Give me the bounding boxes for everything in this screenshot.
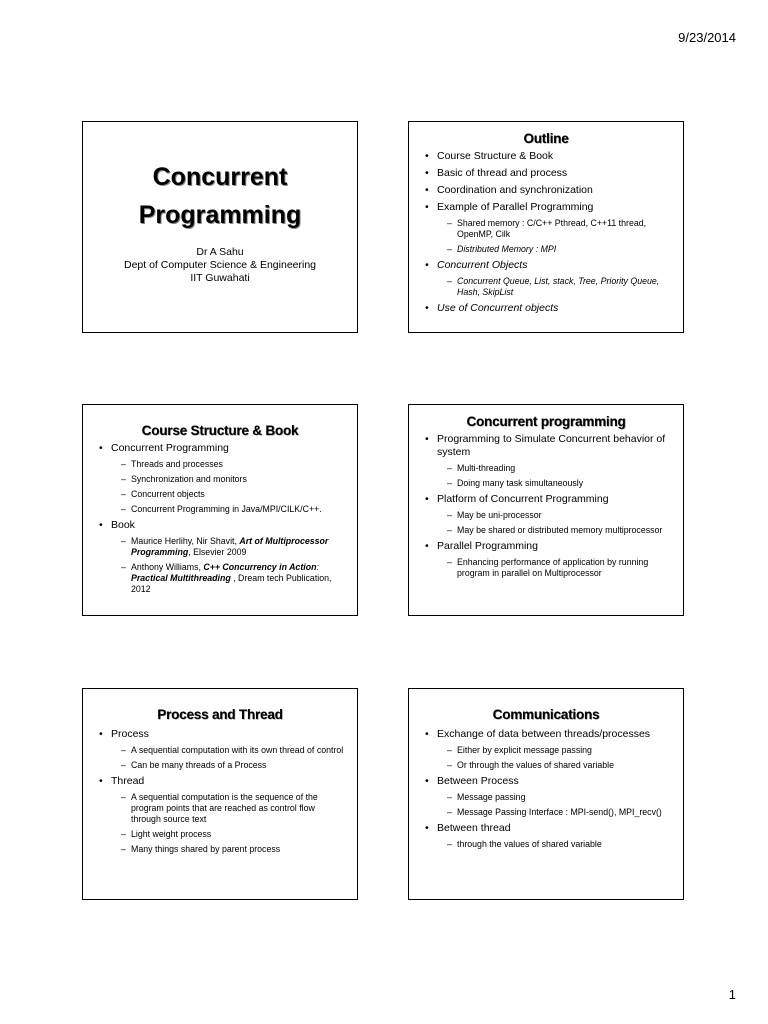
sub-item: – Distributed Memory : MPI <box>447 244 673 255</box>
slide-title-text: Concurrent programming <box>466 414 626 429</box>
slide-title-text: Outline <box>523 131 569 146</box>
book-title: C++ Concurrency in Action <box>203 562 317 572</box>
sub-list <box>111 745 347 771</box>
slide-title-text: Communications <box>492 707 600 722</box>
sub-list <box>111 459 347 515</box>
bullet-list <box>409 728 683 850</box>
sub-item: – Concurrent objects <box>121 489 347 500</box>
sub-item: – Light weight process <box>121 829 347 840</box>
bullet-text: Example of Parallel Programming <box>437 201 594 213</box>
slide-main-title <box>83 158 357 234</box>
sub-item: – Concurrent Queue, List, stack, Tree, Priority Queue, Hash, SkipList <box>447 276 673 298</box>
bullet-text: Programming to Simulate Concurrent behavior of system <box>437 433 666 458</box>
sub-item: – through the values of shared variable <box>447 839 673 850</box>
sub-list <box>437 510 673 536</box>
bullet-item <box>425 775 673 818</box>
slide-communications <box>408 688 684 900</box>
bullet-text: Between Process <box>437 775 519 787</box>
slide-outline <box>408 121 684 333</box>
sub-list <box>437 792 673 818</box>
slide-course-structure <box>82 404 358 616</box>
sub-item: – Message passing <box>447 792 673 803</box>
bullet-list <box>83 728 357 855</box>
bullet-item <box>99 442 347 515</box>
bullet-item: • Use of Concurrent objects <box>425 302 673 315</box>
title-line-2: Programming <box>138 201 302 229</box>
bullet-item: • Coordination and synchronization <box>425 184 673 197</box>
sub-item: – Shared memory : C/C++ Pthread, C++11 thread, OpenMP, Cilk <box>447 218 673 240</box>
bullet-item <box>425 201 673 255</box>
book-subtitle: Practical Multithreading <box>131 573 231 583</box>
book-author: Anthony Williams, <box>131 562 204 572</box>
page-number: 1 <box>728 987 736 1002</box>
title-line-1: Concurrent <box>152 163 288 191</box>
book-author: Maurice Herlihy, Nir Shavit, <box>131 536 240 546</box>
sub-item: – Doing many task simultaneously <box>447 478 673 489</box>
sub-item: – Enhancing performance of application by running program in parallel on Multiprocessor <box>447 557 673 579</box>
bullet-text: Book <box>111 519 135 531</box>
author-info <box>83 246 357 285</box>
slide-title-text: Process and Thread <box>157 707 283 722</box>
bullet-item <box>99 728 347 771</box>
sub-item: – Can be many threads of a Process <box>121 760 347 771</box>
bullet-item <box>425 540 673 579</box>
bullet-text: Concurrent Programming <box>111 442 229 454</box>
page-date: 9/23/2014 <box>678 30 736 45</box>
bullet-item: • Course Structure & Book <box>425 150 673 163</box>
sub-item: – Many things shared by parent process <box>121 844 347 855</box>
bullet-item <box>425 433 673 489</box>
sub-item: – Or through the values of shared variable <box>447 760 673 771</box>
author-institute: IIT Guwahati <box>190 272 250 284</box>
sub-list <box>437 218 673 255</box>
sub-item <box>121 536 347 558</box>
slide-title-text: Course Structure & Book <box>141 423 299 438</box>
bullet-list <box>409 433 683 579</box>
sub-list <box>437 839 673 850</box>
bullet-text: Between thread <box>437 822 511 834</box>
book-publisher: , Elsevier 2009 <box>188 547 247 557</box>
sub-item: – Multi-threading <box>447 463 673 474</box>
slide-title <box>82 121 358 333</box>
sub-item: – May be shared or distributed memory multiprocessor <box>447 525 673 536</box>
sub-list <box>111 792 347 855</box>
sub-list <box>111 536 347 595</box>
bullet-list <box>409 150 683 315</box>
sub-item: – Threads and processes <box>121 459 347 470</box>
bullet-text: Thread <box>111 775 145 787</box>
bullet-text: Parallel Programming <box>437 540 538 552</box>
bullet-item <box>425 822 673 850</box>
bullet-text: Process <box>111 728 149 740</box>
author-dept: Dept of Computer Science & Engineering <box>123 259 317 271</box>
sub-item: – May be uni-processor <box>447 510 673 521</box>
bullet-text: Platform of Concurrent Programming <box>437 493 609 505</box>
bullet-item <box>425 728 673 771</box>
sub-item: – A sequential computation is the sequence of the program points that are reached as control flow through source text <box>121 792 347 825</box>
author-name: Dr A Sahu <box>196 246 244 258</box>
sub-item: – Message Passing Interface : MPI-send(), MPI_recv() <box>447 807 673 818</box>
sub-item: – Either by explicit message passing <box>447 745 673 756</box>
sub-list <box>437 557 673 579</box>
bullet-item <box>99 519 347 595</box>
sub-item: – Synchronization and monitors <box>121 474 347 485</box>
bullet-item <box>425 493 673 536</box>
bullet-item <box>99 775 347 855</box>
book-title-sep: : <box>316 562 319 572</box>
sub-list <box>437 745 673 771</box>
sub-list <box>437 276 673 298</box>
book-publisher: , Dream tech Publication, 2012 <box>131 573 332 594</box>
bullet-item: • Basic of thread and process <box>425 167 673 180</box>
bullet-text: Exchange of data between threads/processes <box>437 728 651 740</box>
sub-list <box>437 463 673 489</box>
book-title: Art of Multiprocessor Programming <box>131 536 329 557</box>
slide-process-thread <box>82 688 358 900</box>
sub-item <box>121 562 347 595</box>
slide-concurrent-programming <box>408 404 684 616</box>
sub-item: – A sequential computation with its own thread of control <box>121 745 347 756</box>
bullet-list <box>83 442 357 595</box>
bullet-item <box>425 259 673 298</box>
bullet-text: Concurrent Objects <box>437 259 528 271</box>
sub-item: – Concurrent Programming in Java/MPI/CILK/C++. <box>121 504 347 515</box>
